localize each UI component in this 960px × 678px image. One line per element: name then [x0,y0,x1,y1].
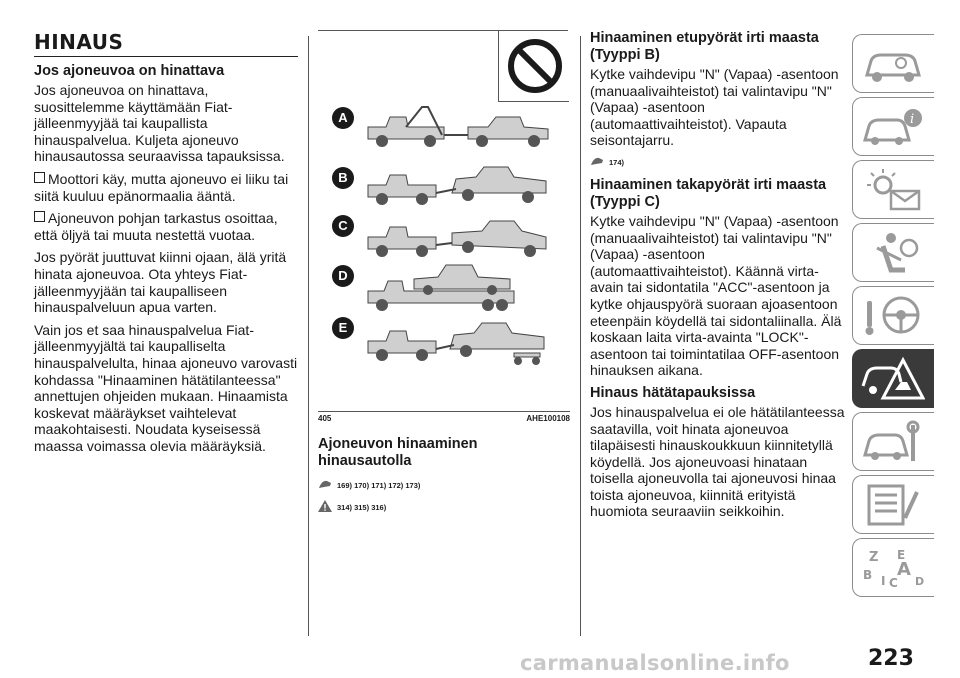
hand-warning-icon [318,478,332,490]
tab-starting-driving[interactable] [852,286,934,345]
chapter-tabs [852,34,934,601]
towing-figure [318,30,568,411]
flatbed-truck-illustration [364,259,554,319]
tow-truck-dolly-illustration [364,313,554,369]
paragraph-regulations: Vain jos et saa hinauspalvelua Fiat-jälleenmyyjältä tai kaupalliselta hinauspalvelulta, hinaa ajoneuvo varovasti kohdassa "Hinaaminen hätätilanteessa" annettujen ohjeiden mukaan. Hinaamista koskevat määräykset vaihtelevat maakohtaisesti. Noudata kyseisessä maassa voimassa olevia määräyksiä. [34,321,298,454]
figure-number: 405 [318,414,332,423]
warning-reference: 314) 315) 316) [318,500,570,512]
figure-label-d: D [332,265,354,287]
car-dashboard-icon [861,41,925,87]
bullet-text: Moottori käy, mutta ajoneuvo ei liiku tai siitä kuuluu epänormaalia ääntä. [34,170,289,204]
car-wrench-icon [861,419,925,465]
page-number: 223 [868,646,914,671]
tab-safety[interactable] [852,223,934,282]
bullet-text: Ajoneuvon pohjan tarkastus osoittaa, että öljyä tai muuta nestettä vuotaa. [34,210,278,243]
svg-text:D: D [915,575,925,588]
technical-data-icon [861,482,925,528]
column-middle [318,30,570,522]
svg-text:I: I [881,574,886,588]
tab-vehicle-info[interactable] [852,97,934,156]
subheading-type-b: Hinaaminen etupyörät irti maasta (Tyyppi B) [590,30,819,63]
bullet-square-icon [34,211,45,222]
column-left [34,30,298,460]
subheading-type-c: Hinaaminen takapyörät irti maasta (Tyyppi C) [590,176,827,210]
svg-text:A: A [897,559,911,580]
subheading: Ajoneuvon hinaaminen hinausautolla [318,436,478,469]
steering-wheel-icon [861,293,925,339]
tab-maintenance[interactable] [852,412,934,471]
paragraph-type-c: Kytke vaihdevipu "N" (Vapaa) -asentoon (manuaalivaihteistot) tai valintavipu "N" (Vapaa) -asentoon (automaattivaihteistot). Käännä virta-avain tai sidontatila "ACC"-asentoon ja kytke ohjauspyörä suoraan ajoasentoon eteenpäin köydellä tai sidontaliinalla. Älä koskaan laita virta-avainta "LOCK"-asentoon tai toimintatilaa OFF-asentoon hinauksen aikana. [590,212,842,379]
column-divider [580,36,581,636]
breakdown-triangle-icon [861,356,925,402]
watermark: carmanualsonline.info [520,651,790,675]
paragraph-ditch: Jos pyörät juuttuvat kiinni ojaan, älä yritä hinata ajoneuvoa. Ota yhteys Fiat-jälleenmyyjään tai kaupalliseen hinauspalveluun apua varten. [34,249,287,316]
hand-warning-icon [590,155,604,167]
svg-text:C: C [889,576,898,590]
figure-label-c: C [332,215,354,237]
paragraph-intro: Jos ajoneuvoa on hinattava, suosittelemme käyttämään Fiat-jälleenmyyjää tai kaupallista hinauspalvelua. Kuljeta ajoneuvo hinausautossa seuraavissa tapauksissa. [34,82,285,165]
paragraph-emergency: Jos hinauspalvelua ei ole hätätilanteessa saatavilla, voit hinata ajoneuvoa tilapäisesti hinauskoukkuun kiinnitetyllä köydellä. Jos ajoneuvoasi hinataan toisella ajoneuvolla tai ajoneuvosi hinaa toista ajoneuvoa, kiinnitä erityistä huomiota seuraaviin seikkoihin. [590,403,845,520]
prohibited-icon [507,38,563,94]
warning-lights-icon [861,167,925,213]
tab-emergency[interactable] [852,349,934,408]
figure-caption-bar [318,411,570,436]
subheading-emergency: Hinaus hätätapauksissa [590,384,756,401]
airbag-seat-icon [861,230,925,276]
tow-truck-wheel-lift-front-illustration [364,159,554,211]
tow-truck-sling-illustration [364,105,554,157]
svg-text:Z: Z [869,550,879,565]
tab-warning-lights[interactable] [852,160,934,219]
svg-text:B: B [863,568,873,582]
figure-code: AHE100108 [526,414,570,423]
tab-technical-data[interactable] [852,475,934,534]
tab-dashboard[interactable] [852,34,934,93]
paragraph-type-b: Kytke vaihdevipu "N" (Vapaa) -asentoon (manuaalivaihteistot) tai valintavipu "N" (Vapaa) -asentoon (automaattivaihteistot). Vapauta seisontajarru. [590,66,839,149]
subheading: Jos ajoneuvoa on hinattava [34,63,225,79]
bullet-item [34,171,298,204]
warning-reference: 174) [590,155,845,167]
car-info-icon [861,104,925,150]
bullet-item [34,210,298,243]
section-heading: HINAUS [34,30,298,57]
figure-label-e: E [332,317,354,339]
figure-label-b: B [332,167,354,189]
prohibited-frame [498,31,569,102]
tow-truck-wheel-lift-rear-illustration [364,211,554,263]
svg-text:i: i [910,112,915,127]
alphabetical-index-icon [861,545,925,591]
figure-label-a: A [332,107,354,129]
column-right [590,30,845,526]
svg-text:E: E [897,548,906,562]
bullet-square-icon [34,172,45,183]
warning-reference: 169) 170) 171) 172) 173) [318,478,570,490]
tab-index[interactable] [852,538,934,597]
warning-triangle-icon [318,500,332,512]
column-divider [308,36,309,636]
